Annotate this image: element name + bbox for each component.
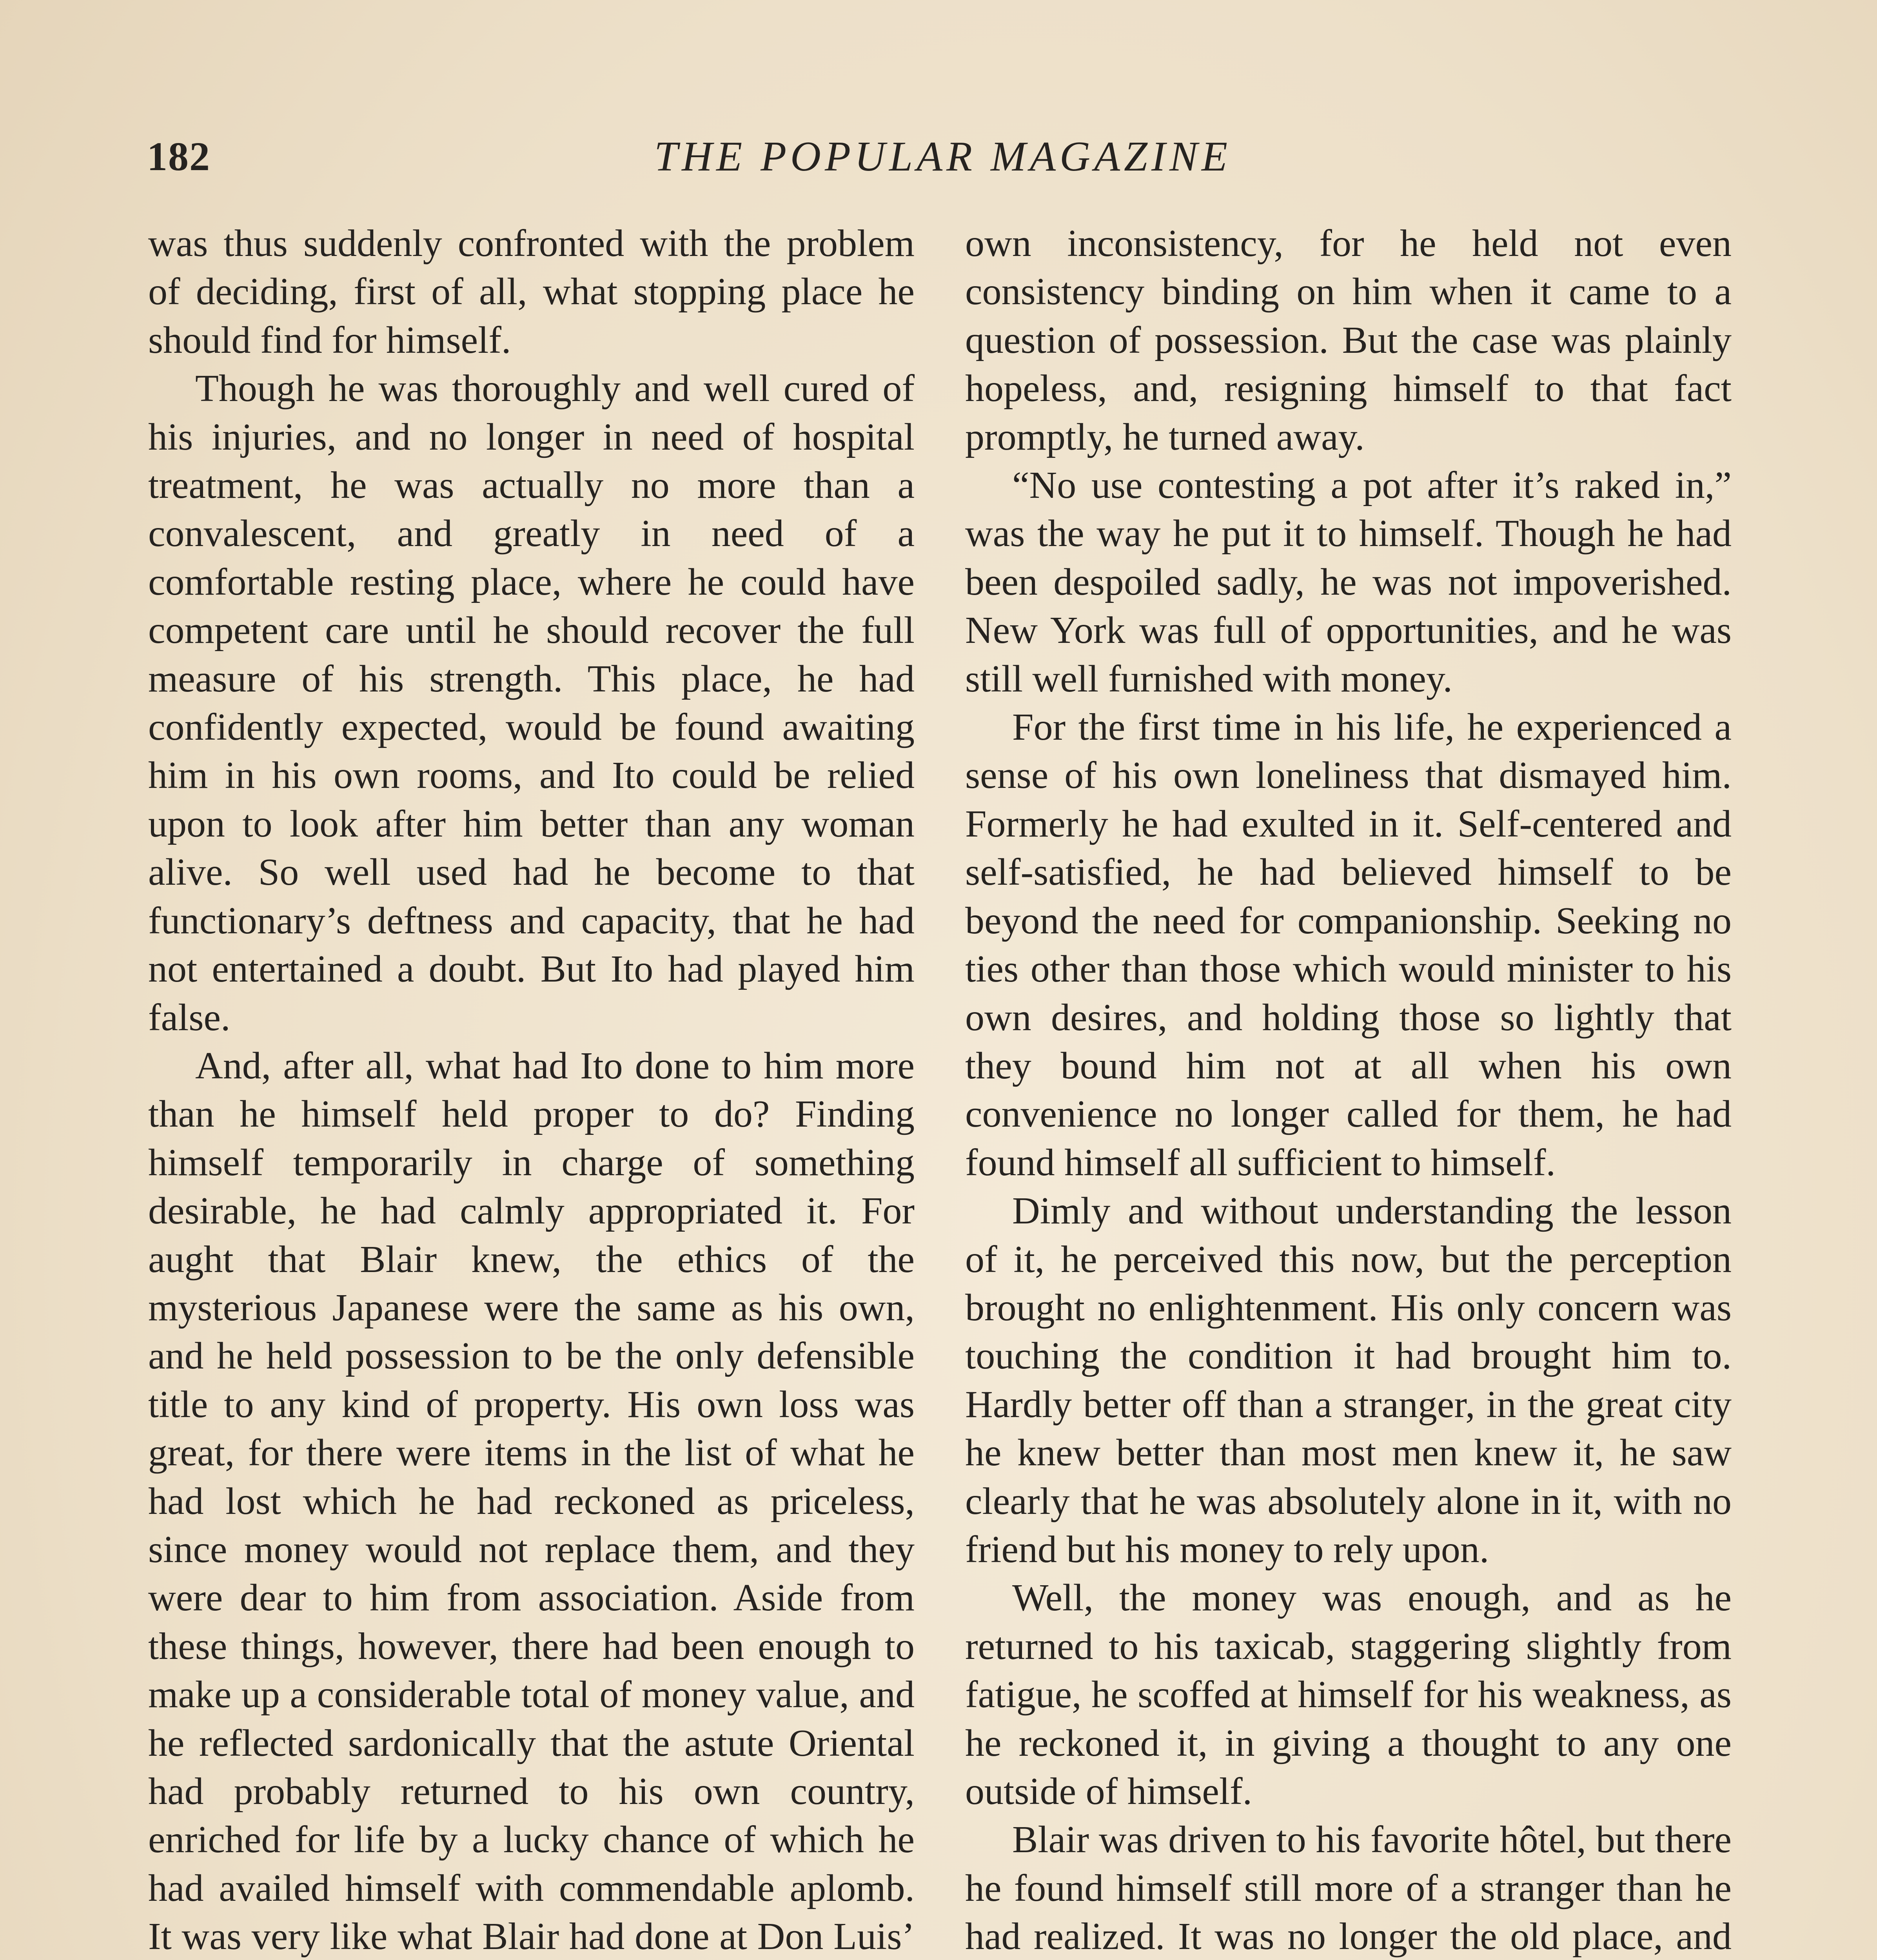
left-text-column bbox=[148, 220, 915, 1960]
page-number: 182 bbox=[147, 134, 211, 179]
page-header bbox=[147, 125, 1739, 188]
paragraph: Though he was thoroughly and well cured of his injuries, and no longer in need of hospital treatment, he was actually no more than a convalescent, and greatly in need of a comfortable resting place, where he could have competent care until he should recover the full measure of his strength. This place, he had confidently expected, would be found awaiting him in his own rooms, and Ito could be relied upon to look after him better than any woman alive. So well used had he become to that functionary’s deftness and capacity, that he had not entertained a doubt. But Ito had played him false. bbox=[148, 367, 915, 1039]
right-text-column bbox=[965, 220, 1732, 1960]
paragraph: Blair was driven to his favorite hôtel, but there he found himself still more of a stranger than he had realized. It was no longer the old place, and bbox=[965, 1818, 1732, 1958]
paragraph: own inconsistency, for he held not even consistency binding on him when it came to a question of possession. But the case was plainly hopeless, and, resigning himself to that fact promptly, he turned away. bbox=[965, 222, 1732, 458]
paragraph: And, after all, what had Ito done to him more than he himself held proper to do? Finding himself temporarily in charge of something desirable, he had calmly appropriated it. For aught that Blair knew, the ethics of the mysterious Japanese were the same as his own, and he held possession to be the only defensible title to any kind of property. His own loss was great, for there were items in the list of what he had lost which he had reckoned as priceless, since money would not replace them, and they were dear to him from association. Aside from these things, however, there had been enough to make up a considerable total of money value, and he reflected sardonically that the astute Oriental had probably returned to his own country, enriched for life by a lucky chance of which he had availed himself with commendable aplomb. It was very like what Blair had done at Don Luis’ bbox=[148, 1044, 915, 1958]
paragraph: Well, the money was enough, and as he returned to his taxicab, staggering slightly from fatigue, he scoffed at himself for his weakness, as he reckoned it, in giving a thought to any one outside of himself. bbox=[965, 1577, 1732, 1813]
paragraph: was thus suddenly confronted with the problem of deciding, first of all, what stopping place he should find for himself. bbox=[148, 222, 915, 361]
paragraph: “No use contesting a pot after it’s raked in,” was the way he put it to himself. Though he had been despoiled sadly, he was not impoverished. New York was full of opportunities, and he was still well furnished with money. bbox=[965, 464, 1732, 700]
paragraph: For the first time in his life, he experienced a sense of his own loneliness that dismayed him. Formerly he had exulted in it. Self-centered and self-satisfied, he had believed himself to be beyond the need for companionship. Seeking no ties other than those which would minister to his own desires, and holding those so lightly that they bound him not at all when his own convenience no longer called for them, he had found himself all sufficient to himself. bbox=[965, 706, 1732, 1184]
paragraph: Dimly and without understanding the lesson of it, he perceived this now, but the perception brought no enlightenment. His only concern was touching the condition it had brought him to. Hardly better off than a stranger, in the great city he knew better than most men knew it, he saw clearly that he was absolutely alone in it, with no friend but his money to rely upon. bbox=[965, 1190, 1732, 1571]
magazine-title: THE POPULAR MAGAZINE bbox=[654, 133, 1231, 180]
